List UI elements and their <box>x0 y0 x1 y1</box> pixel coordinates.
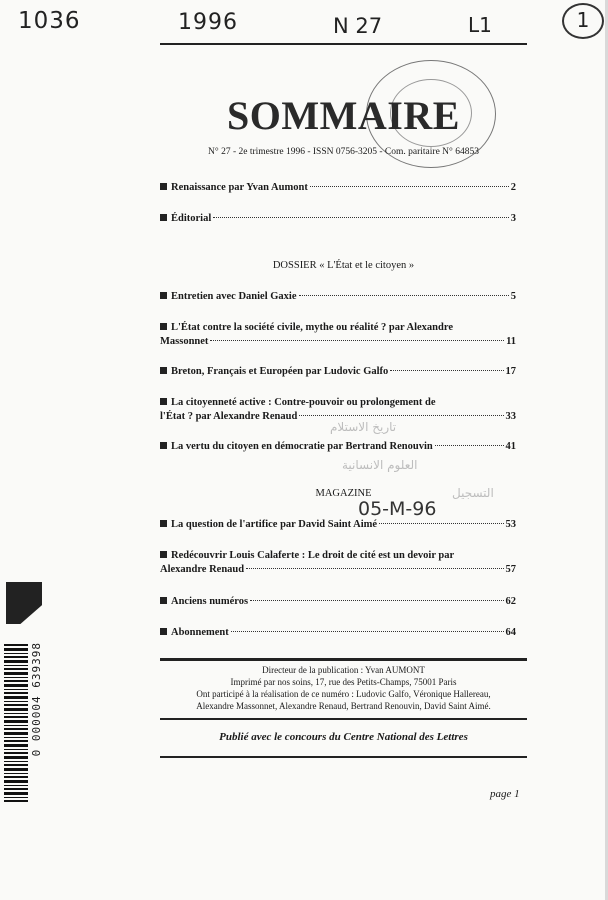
toc-entry[interactable] <box>160 321 516 349</box>
dot-leader <box>435 445 504 446</box>
section-heading-dossier: DOSSIER « L'État et le citoyen » <box>272 260 415 271</box>
bullet-square-icon <box>160 367 167 374</box>
bullet-square-icon <box>160 183 167 190</box>
toc-entry-page: 62 <box>505 596 516 607</box>
bullet-square-icon <box>160 520 167 527</box>
page-number: page 1 <box>490 788 520 800</box>
toc-entry[interactable] <box>160 290 516 304</box>
bullet-square-icon <box>160 398 167 405</box>
toc-entry-page: 53 <box>505 519 516 530</box>
bullet-square-icon <box>160 442 167 449</box>
toc-entry-page: 33 <box>505 411 516 422</box>
bullet-square-icon <box>160 551 167 558</box>
bullet-square-icon <box>160 214 167 221</box>
support-notice: Publié avec le concours du Centre National des Lettres <box>219 731 468 743</box>
credit-printer: Imprimé par nos soins, 17, rue des Petits-Champs, 75001 Paris <box>230 677 457 687</box>
toc-entry[interactable] <box>160 595 516 609</box>
dot-leader <box>210 340 504 341</box>
bullet-square-icon <box>160 597 167 604</box>
toc-entry-page: 41 <box>505 441 516 452</box>
arabic-stamp-line: التسجيل <box>452 486 494 500</box>
toc-entry-title-cont: Alexandre Renaud <box>160 564 245 575</box>
bullet-square-icon <box>160 292 167 299</box>
toc-entry-title: Anciens numéros <box>171 596 249 607</box>
toc-entry-page: 57 <box>505 564 516 575</box>
toc-entry[interactable] <box>160 518 516 532</box>
credit-contributors: Ont participé à la réalisation de ce numéro : Ludovic Galfo, Véronique Hallereau, <box>196 689 491 699</box>
bullet-square-icon <box>160 628 167 635</box>
toc-entry[interactable] <box>160 549 516 577</box>
toc-entry-page: 17 <box>505 366 516 377</box>
toc-entry-title: Redécouvrir Louis Calaferte : Le droit de cité est un devoir par <box>171 550 455 561</box>
toc-entry-title: Entretien avec Daniel Gaxie <box>171 291 297 302</box>
publisher-logo-icon <box>6 582 42 624</box>
dot-leader <box>246 568 503 569</box>
arabic-stamp-line: العلوم الانسانية <box>342 458 418 472</box>
handwritten-circled-number: 1 <box>562 3 604 39</box>
page-title: SOMMAIRE <box>227 93 460 138</box>
credit-contributors-cont: Alexandre Massonnet, Alexandre Renaud, Bertrand Renouvin, David Saint Aimé. <box>196 701 491 711</box>
dot-leader <box>213 217 508 218</box>
dot-leader <box>231 631 504 632</box>
toc-entry-title-cont: l'État ? par Alexandre Renaud <box>160 411 298 422</box>
barcode <box>0 582 48 812</box>
toc-entry-page: 64 <box>505 627 516 638</box>
arabic-stamp-line: تاريخ الاستلام <box>330 420 397 434</box>
issn-line: N° 27 - 2e trimestre 1996 - ISSN 0756-3205 - Com. paritaire N° 64853 <box>208 147 479 157</box>
dot-leader <box>299 415 503 416</box>
toc-entry[interactable] <box>160 365 516 379</box>
credits-rule-top <box>160 658 527 661</box>
toc-entry-title: Renaissance par Yvan Aumont <box>171 182 308 193</box>
toc-entry[interactable] <box>160 212 516 226</box>
toc-entry-title: Éditorial <box>171 213 212 224</box>
toc-entry-title: La vertu du citoyen en démocratie par Bertrand Renouvin <box>171 441 433 452</box>
toc-entry-page: 5 <box>510 291 516 302</box>
toc-entry-title: Abonnement <box>171 627 229 638</box>
toc-entry-title: La citoyenneté active : Contre-pouvoir ou prolongement de <box>171 397 436 408</box>
dot-leader <box>250 600 503 601</box>
handwritten-year: 1996 <box>178 10 238 35</box>
credits-rule-bottom <box>160 718 527 720</box>
bullet-square-icon <box>160 323 167 330</box>
handwritten-issue: N 27 <box>333 14 383 38</box>
section-heading-magazine: MAGAZINE <box>315 488 372 499</box>
toc-entry-title: L'État contre la société civile, mythe ou réalité ? par Alexandre <box>171 322 453 333</box>
barcode-bars <box>4 642 28 802</box>
dot-leader <box>379 523 503 524</box>
handwritten-date-stamp: 05-M-96 <box>358 498 437 520</box>
toc-entry-page: 3 <box>510 213 516 224</box>
toc-entry-page: 2 <box>510 182 516 193</box>
credit-director: Directeur de la publication : Yvan AUMONT <box>262 665 425 675</box>
dot-leader <box>390 370 503 371</box>
handwritten-l: L1 <box>468 13 492 37</box>
support-rule <box>160 756 527 758</box>
dot-leader <box>310 186 509 187</box>
toc-entry-title: La question de l'artifice par David Saint Aimé <box>171 519 378 530</box>
toc-entry-page: 11 <box>506 336 516 347</box>
toc-entry-title: Breton, Français et Européen par Ludovic Galfo <box>171 366 389 377</box>
toc-entry[interactable] <box>160 440 516 454</box>
toc-entry-title-cont: Massonnet <box>160 336 209 347</box>
barcode-digits: 0 000004 639398 <box>30 642 43 757</box>
toc-entry[interactable] <box>160 626 516 640</box>
dot-leader <box>299 295 509 296</box>
handwritten-reference: 1036 <box>18 8 81 34</box>
toc-entry[interactable] <box>160 181 516 195</box>
top-rule <box>160 43 527 45</box>
